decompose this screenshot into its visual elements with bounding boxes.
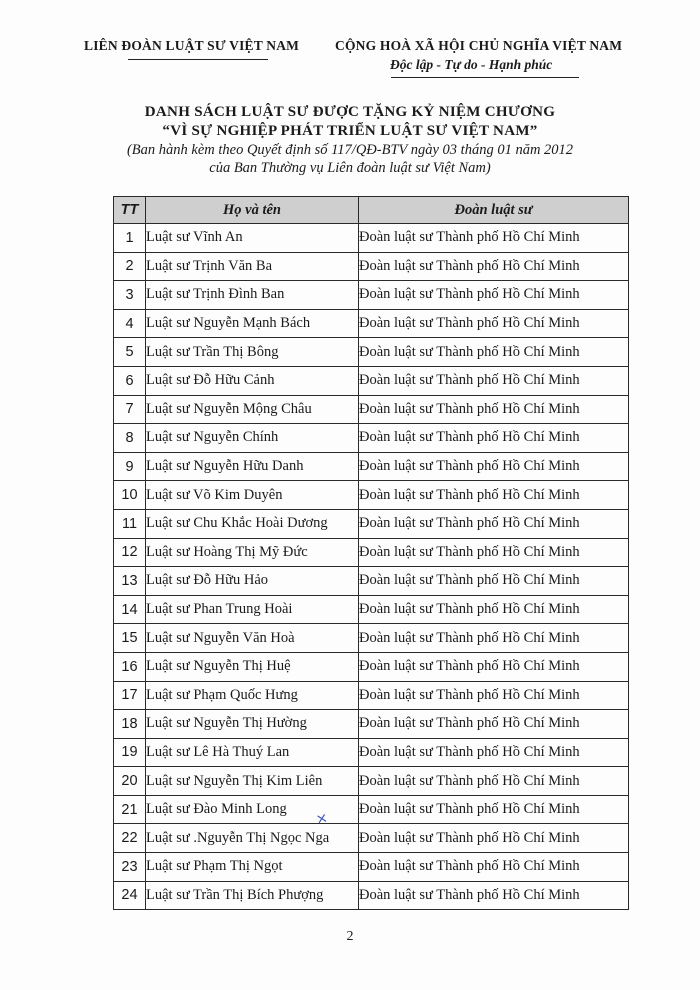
table-row bbox=[114, 652, 629, 681]
table-row bbox=[114, 681, 629, 710]
row-index: 17 bbox=[114, 681, 146, 710]
row-index: 19 bbox=[114, 738, 146, 767]
document-title: DANH SÁCH LUẬT SƯ ĐƯỢC TẶNG KỶ NIỆM CHƯƠNG bbox=[144, 104, 556, 120]
table-row bbox=[114, 395, 629, 424]
lawyer-name: Luật sư Hoàng Thị Mỹ Đức bbox=[146, 538, 359, 567]
bar-association: Đoàn luật sư Thành phố Hồ Chí Minh bbox=[359, 309, 629, 338]
lawyer-list-table bbox=[113, 196, 629, 910]
lawyer-name: Luật sư Phạm Quốc Hưng bbox=[146, 681, 359, 710]
row-index: 7 bbox=[114, 395, 146, 424]
lawyer-name: Luật sư Trịnh Đình Ban bbox=[146, 281, 359, 310]
bar-association: Đoàn luật sư Thành phố Hồ Chí Minh bbox=[359, 395, 629, 424]
page-number: 2 bbox=[346, 929, 354, 944]
bar-association: Đoàn luật sư Thành phố Hồ Chí Minh bbox=[359, 538, 629, 567]
row-index: 9 bbox=[114, 452, 146, 481]
table-row bbox=[114, 567, 629, 596]
bar-association: Đoàn luật sư Thành phố Hồ Chí Minh bbox=[359, 252, 629, 281]
national-motto: Độc lập - Tự do - Hạnh phúc bbox=[390, 57, 553, 72]
table-row bbox=[114, 224, 629, 253]
lawyer-name: Luật sư Nguyễn Mạnh Bách bbox=[146, 309, 359, 338]
lawyer-name: Luật sư Đỗ Hữu Hảo bbox=[146, 567, 359, 596]
motto-underline bbox=[391, 77, 579, 78]
bar-association: Đoàn luật sư Thành phố Hồ Chí Minh bbox=[359, 767, 629, 796]
bar-association: Đoàn luật sư Thành phố Hồ Chí Minh bbox=[359, 338, 629, 367]
lawyer-name: Luật sư Chu Khắc Hoài Dương bbox=[146, 509, 359, 538]
bar-association: Đoàn luật sư Thành phố Hồ Chí Minh bbox=[359, 452, 629, 481]
table-body bbox=[114, 224, 629, 910]
decision-reference: (Ban hành kèm theo Quyết định số 117/QĐ-BTV ngày 03 tháng 01 năm 2012 bbox=[126, 142, 574, 158]
table-row bbox=[114, 481, 629, 510]
organization-underline bbox=[128, 59, 268, 60]
lawyer-name: Luật sư Đào Minh Long bbox=[146, 795, 359, 824]
table-row bbox=[114, 767, 629, 796]
lawyer-name: Luật sư Nguyễn Thị Huệ bbox=[146, 652, 359, 681]
bar-association: Đoàn luật sư Thành phố Hồ Chí Minh bbox=[359, 224, 629, 253]
lawyer-name: Luật sư Trần Thị Bích Phượng bbox=[146, 881, 359, 910]
row-index: 15 bbox=[114, 624, 146, 653]
row-index: 16 bbox=[114, 652, 146, 681]
bar-association: Đoàn luật sư Thành phố Hồ Chí Minh bbox=[359, 652, 629, 681]
bar-association: Đoàn luật sư Thành phố Hồ Chí Minh bbox=[359, 481, 629, 510]
table-header-row bbox=[114, 197, 629, 224]
lawyer-name: Luật sư Đỗ Hữu Cảnh bbox=[146, 366, 359, 395]
bar-association: Đoàn luật sư Thành phố Hồ Chí Minh bbox=[359, 366, 629, 395]
table-row bbox=[114, 538, 629, 567]
table-row bbox=[114, 624, 629, 653]
bar-association: Đoàn luật sư Thành phố Hồ Chí Minh bbox=[359, 509, 629, 538]
row-index: 21 bbox=[114, 795, 146, 824]
row-index: 4 bbox=[114, 309, 146, 338]
row-index: 20 bbox=[114, 767, 146, 796]
bar-association: Đoàn luật sư Thành phố Hồ Chí Minh bbox=[359, 881, 629, 910]
award-name: “VÌ SỰ NGHIỆP PHÁT TRIỂN LUẬT SƯ VIỆT NAM” bbox=[162, 123, 538, 139]
bar-association: Đoàn luật sư Thành phố Hồ Chí Minh bbox=[359, 710, 629, 739]
lawyer-name: Luật sư Phan Trung Hoài bbox=[146, 595, 359, 624]
row-index: 6 bbox=[114, 366, 146, 395]
table-row bbox=[114, 509, 629, 538]
table-row bbox=[114, 738, 629, 767]
row-index: 8 bbox=[114, 424, 146, 453]
table-row bbox=[114, 281, 629, 310]
bar-association: Đoàn luật sư Thành phố Hồ Chí Minh bbox=[359, 624, 629, 653]
table-row bbox=[114, 595, 629, 624]
lawyer-name: Luật sư Nguyễn Chính bbox=[146, 424, 359, 453]
table-row bbox=[114, 710, 629, 739]
row-index: 18 bbox=[114, 710, 146, 739]
table-row bbox=[114, 309, 629, 338]
row-index: 2 bbox=[114, 252, 146, 281]
row-index: 10 bbox=[114, 481, 146, 510]
table-row bbox=[114, 853, 629, 882]
row-index: 3 bbox=[114, 281, 146, 310]
lawyer-name: Luật sư Nguyễn Mộng Châu bbox=[146, 395, 359, 424]
bar-association: Đoàn luật sư Thành phố Hồ Chí Minh bbox=[359, 795, 629, 824]
lawyer-name: Luật sư .Nguyễn Thị Ngọc Nga bbox=[146, 824, 359, 853]
row-index: 11 bbox=[114, 509, 146, 538]
bar-association: Đoàn luật sư Thành phố Hồ Chí Minh bbox=[359, 424, 629, 453]
national-title: CỘNG HOÀ XÃ HỘI CHỦ NGHĨA VIỆT NAM bbox=[335, 38, 623, 53]
lawyer-name: Luật sư Phạm Thị Ngọt bbox=[146, 853, 359, 882]
header-index: TT bbox=[114, 197, 146, 224]
lawyer-name: Luật sư Lê Hà Thuý Lan bbox=[146, 738, 359, 767]
row-index: 5 bbox=[114, 338, 146, 367]
lawyer-name: Luật sư Võ Kim Duyên bbox=[146, 481, 359, 510]
header-full-name: Họ và tên bbox=[146, 197, 359, 224]
row-index: 24 bbox=[114, 881, 146, 910]
table-row bbox=[114, 795, 629, 824]
decision-issuer: của Ban Thường vụ Liên đoàn luật sư Việt Nam) bbox=[209, 160, 491, 176]
row-index: 23 bbox=[114, 853, 146, 882]
row-index: 14 bbox=[114, 595, 146, 624]
row-index: 13 bbox=[114, 567, 146, 596]
table-row bbox=[114, 366, 629, 395]
bar-association: Đoàn luật sư Thành phố Hồ Chí Minh bbox=[359, 595, 629, 624]
lawyer-name: Luật sư Vĩnh An bbox=[146, 224, 359, 253]
table-row bbox=[114, 824, 629, 853]
table-row bbox=[114, 338, 629, 367]
bar-association: Đoàn luật sư Thành phố Hồ Chí Minh bbox=[359, 681, 629, 710]
lawyer-name: Luật sư Trần Thị Bông bbox=[146, 338, 359, 367]
handwritten-cross-mark: × bbox=[314, 809, 330, 829]
row-index: 22 bbox=[114, 824, 146, 853]
lawyer-name: Luật sư Nguyễn Thị Hường bbox=[146, 710, 359, 739]
bar-association: Đoàn luật sư Thành phố Hồ Chí Minh bbox=[359, 738, 629, 767]
header-bar-association: Đoàn luật sư bbox=[359, 197, 629, 224]
bar-association: Đoàn luật sư Thành phố Hồ Chí Minh bbox=[359, 567, 629, 596]
lawyer-name: Luật sư Nguyễn Văn Hoà bbox=[146, 624, 359, 653]
row-index: 12 bbox=[114, 538, 146, 567]
lawyer-name: Luật sư Nguyễn Thị Kim Liên bbox=[146, 767, 359, 796]
table-row bbox=[114, 424, 629, 453]
table-row bbox=[114, 881, 629, 910]
lawyer-name: Luật sư Nguyễn Hữu Danh bbox=[146, 452, 359, 481]
bar-association: Đoàn luật sư Thành phố Hồ Chí Minh bbox=[359, 853, 629, 882]
bar-association: Đoàn luật sư Thành phố Hồ Chí Minh bbox=[359, 824, 629, 853]
document-title-block bbox=[0, 103, 700, 177]
issuing-organization: LIÊN ĐOÀN LUẬT SƯ VIỆT NAM bbox=[84, 38, 300, 53]
row-index: 1 bbox=[114, 224, 146, 253]
bar-association: Đoàn luật sư Thành phố Hồ Chí Minh bbox=[359, 281, 629, 310]
table-row bbox=[114, 252, 629, 281]
lawyer-name: Luật sư Trịnh Văn Ba bbox=[146, 252, 359, 281]
table-row bbox=[114, 452, 629, 481]
